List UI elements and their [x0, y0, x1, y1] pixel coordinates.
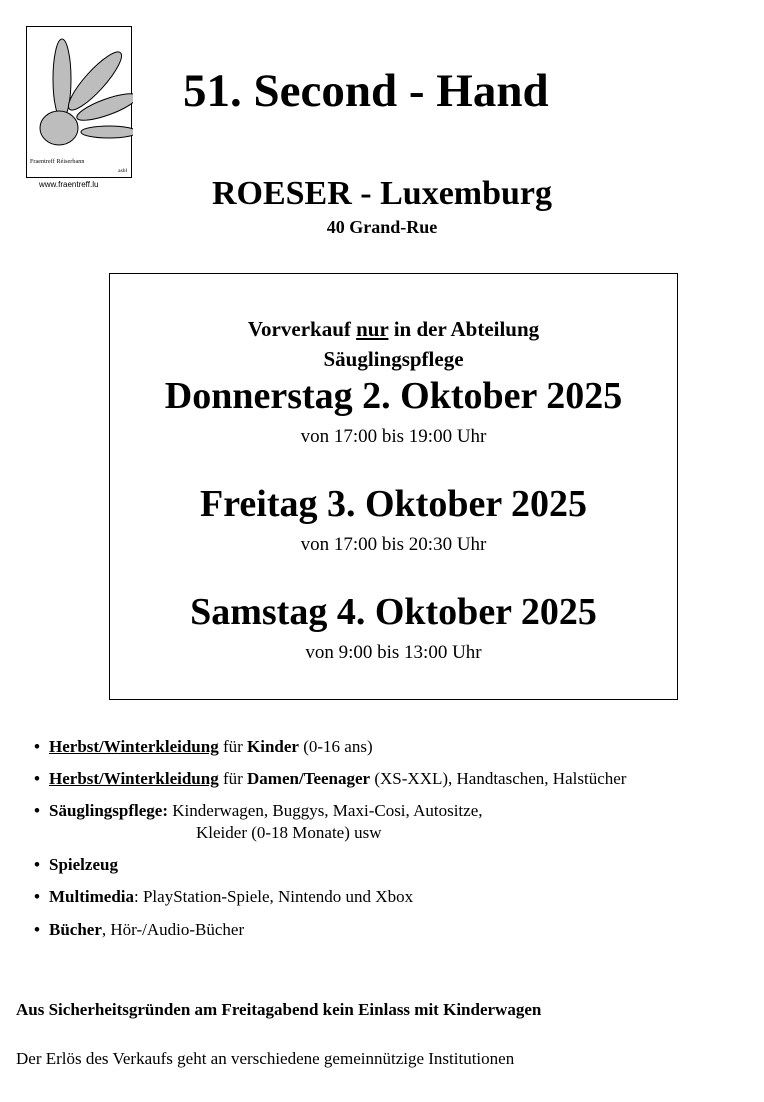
item-detail: Kinderwagen, Buggys, Maxi-Cosi, Autositze,: [168, 801, 483, 821]
hours-thursday: von 17:00 bis 19:00 Uhr: [300, 426, 487, 447]
day-thursday: Donnerstag 2. Oktober 2025: [164, 375, 623, 417]
flower-logo-icon: [27, 27, 133, 157]
item-category: Herbst/Winterkleidung: [49, 737, 219, 756]
logo: [26, 26, 132, 178]
safety-warning: Aus Sicherheitsgründen am Freitagabend kein Einlass mit Kinderwagen: [16, 1000, 542, 1019]
presale-note: [110, 314, 677, 375]
logo-caption-asbl: asbl: [118, 168, 127, 174]
website-url: www.fraentreff.lu: [39, 180, 99, 189]
presale-department: Säuglingspflege: [323, 347, 464, 372]
day-friday: Freitag 3. Oktober 2025: [200, 483, 587, 525]
day-saturday: Samstag 4. Oktober 2025: [190, 591, 597, 633]
hours-friday: von 17:00 bis 20:30 Uhr: [300, 534, 487, 555]
proceeds-note: Der Erlös des Verkaufs geht an verschiedene gemeinnützige Institutionen: [16, 1049, 515, 1068]
list-item: [34, 768, 626, 790]
item-category: Herbst/Winterkleidung: [49, 769, 219, 789]
item-category: Spielzeug: [49, 855, 118, 875]
item-detail: , Hör-/Audio-Bücher: [101, 919, 245, 939]
item-detail-continued: Kleider (0-18 Monate) usw: [196, 823, 382, 843]
page-title: 51. Second - Hand: [183, 65, 549, 117]
item-category: Multimedia: [49, 887, 134, 907]
presale-suffix: in der Abteilung: [388, 317, 540, 341]
item-detail: : PlayStation-Spiele, Nintendo und Xbox: [134, 887, 414, 907]
item-detail: (0-16 ans): [298, 737, 373, 756]
presale-prefix: Vorverkauf: [247, 317, 357, 341]
list-item: [34, 919, 626, 941]
list-item: [34, 886, 626, 908]
item-connector: für: [218, 769, 248, 789]
address: 40 Grand-Rue: [326, 217, 438, 237]
item-detail: (XS-XXL), Handtaschen, Halstücher: [370, 769, 627, 789]
list-item: [34, 854, 626, 876]
item-connector: für: [218, 737, 248, 756]
city-heading: ROESER - Luxemburg: [211, 175, 553, 212]
list-item: [34, 800, 626, 844]
item-category: Bücher: [49, 919, 102, 939]
hours-saturday: von 9:00 bis 13:00 Uhr: [305, 642, 482, 663]
item-target: Kinder: [247, 737, 299, 756]
item-list: [34, 736, 626, 951]
logo-caption: Fraentreff Réiserbann: [30, 159, 85, 165]
schedule-box: [109, 273, 678, 700]
presale-emphasis: nur: [356, 317, 389, 341]
item-target: Damen/Teenager: [247, 769, 371, 789]
list-item: [34, 736, 626, 758]
item-category: Säuglingspflege:: [49, 801, 169, 821]
